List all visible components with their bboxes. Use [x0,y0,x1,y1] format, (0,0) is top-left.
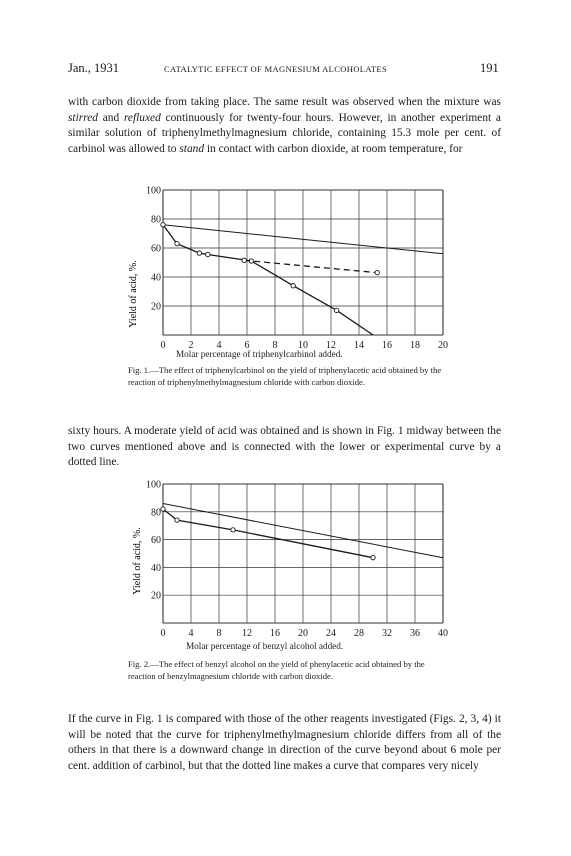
figure-2-x-tick-label: 20 [298,628,308,639]
figure-2-x-tick-label: 24 [326,628,336,639]
figure-1-x-tick-label: 4 [216,340,222,351]
paragraph-1-text-a: with carbon dioxide from taking place. The same result was observed when the mixture was [68,96,501,108]
header-date: Jan., 1931 [68,61,120,75]
figure-1-y-tick-label: 80 [151,214,161,226]
figure-1-caption: Fig. 1.—The effect of triphenylcarbinol on the yield of triphenylacetic acid obtained by the reaction of triphenylmethylmagnesium chloride with carbon dioxide. [128,365,442,387]
figure-2-y-tick-label: 100 [146,479,161,491]
paragraph-2: sixty hours. A moderate yield of acid was obtained and is shown in Fig. 1 midway between the two curves mentioned above and is connected with the lower or experimental curve by a dotted line. [68,425,501,469]
figure-2-xlabel: Molar percentage of benzyl alcohol added. [186,641,344,651]
figure-1-series-2-point [197,251,201,255]
figure-2-x-tick-label: 16 [270,628,280,639]
paragraph-1-text-d: in contact with carbon dioxide, at room temperature, for [204,142,463,155]
figure-1-x-tick-label: 6 [244,340,250,351]
figure-2-x-tick-label: 32 [382,628,392,639]
figure-2-x-tick-label: 12 [242,628,252,639]
paragraph-1-emphasis-stirred: stirred [68,111,98,124]
figure-2-y-tick-label: 80 [151,507,161,519]
figure-1-series-2-point [175,241,179,245]
figure-2-y-tick-label: 20 [151,590,161,602]
figure-1-x-tick-label: 8 [272,340,278,351]
figure-2-series-2-point [231,528,235,532]
figure-1-series-3-line [244,260,377,272]
figure-2-series-2-line [163,509,373,558]
figure-2-chart [0,475,571,645]
figure-1-series-2-point [334,308,338,312]
figure-2-caption: Fig. 2.—The effect of benzyl alcohol on the yield of phenylacetic acid obtained by the reaction of benzylmagnesium chloride with carbon dioxide. [128,659,425,681]
figure-2-ylabel: Yield of acid, %. [132,527,143,595]
figure-2-x-tick-label: 36 [410,628,420,639]
figure-2-x-tick-label: 8 [216,628,222,639]
paragraph-1-text-c: continuously for twenty-four hours. However, in another experiment a similar solution of triphenylmethylmagnesium chloride, containing 15.3 mole per cent. of carbinol was allowed to [68,111,501,155]
figure-1-series-2-point [206,252,210,256]
figure-1-x-tick-label: 10 [298,340,308,351]
figure-2-x-tick-label: 40 [438,628,448,639]
running-title: CATALYTIC EFFECT OF MAGNESIUM ALCOHOLATES [164,64,388,74]
figure-1-ylabel: Yield of acid, %. [128,260,139,328]
figure-2-x-tick-label: 4 [188,628,194,639]
figure-2-x-tick-label: 0 [160,628,166,639]
figure-1-chart [0,183,571,358]
figure-1-x-tick-label: 14 [354,340,364,351]
figure-1-series-3-point [375,270,379,274]
page-number: 191 [480,61,499,75]
paragraph-1-emphasis-stand: stand [179,142,205,155]
figure-1-x-tick-label: 18 [410,340,420,351]
paragraph-3: If the curve in Fig. 1 is compared with those of the other reagents investigated (Figs. 2, 3, 4) it will be noted that the curve for triphenylmethylmagnesium chloride differs from all of the others in that there is a downward change in direction of the curve beyond about 6 mole per cent. addition of carbinol, but that the dotted line makes a curve that compares very nicely [68,713,501,772]
figure-1-y-tick-label: 60 [151,243,161,255]
figure-2-x-tick-label: 28 [354,628,364,639]
figure-2-y-tick-label: 60 [151,535,161,547]
figure-2-series-2-point [175,518,179,522]
paragraph-1 [68,95,501,157]
figure-1-x-tick-label: 0 [160,340,166,351]
figure-1-series-3-point [242,258,246,262]
figure-1-series-2-point [161,223,165,227]
figure-1-xlabel: Molar percentage of triphenylcarbinol added. [176,349,343,359]
figure-1-series-2-point [291,284,295,288]
paragraph-1-text-b: and [97,111,124,124]
figure-1-series-2-line [163,225,373,335]
figure-2-series-2-point [161,507,165,511]
figure-1-x-tick-label: 20 [438,340,448,351]
figure-1-x-tick-label: 16 [382,340,392,351]
paragraph-1-emphasis-refluxed: refluxed [123,111,161,124]
figure-1-y-tick-label: 20 [151,301,161,313]
figure-1-y-tick-label: 100 [146,185,161,197]
figure-2-series-2-point [371,555,375,559]
figure-1-x-tick-label: 12 [326,340,336,351]
figure-2-y-tick-label: 40 [151,562,161,574]
figure-1-y-tick-label: 40 [151,272,161,284]
figure-1-x-tick-label: 2 [188,340,194,351]
